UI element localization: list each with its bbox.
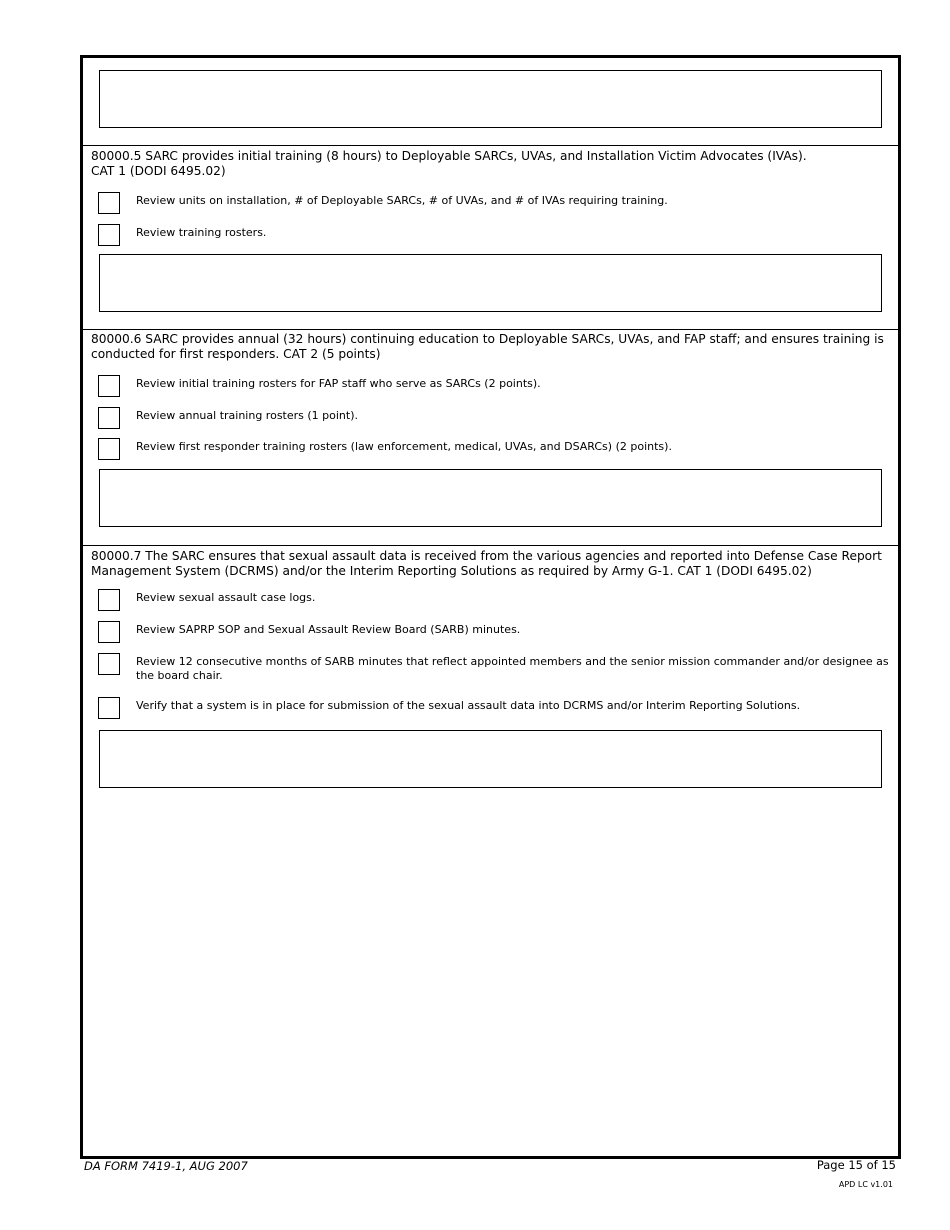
checklist-item-label: Review units on installation, # of Deployable SARCs, # of UVAs, and # of IVAs requiring training. bbox=[136, 194, 668, 207]
form-version: APD LC v1.01 bbox=[838, 1180, 893, 1189]
checklist-item-label: Review initial training rosters for FAP staff who serve as SARCs (2 points). bbox=[136, 377, 541, 390]
section-heading-80000-6: 80000.6 SARC provides annual (32 hours) continuing education to Deployable SARCs, UVAs, and FAP staff; and ensures training is conducted for first responders. CAT 2 (5 points) bbox=[91, 332, 884, 361]
section-heading-80000-7: 80000.7 The SARC ensures that sexual assault data is received from the various agencies and reported into Defense Case Report Management System (DCRMS) and/or the Interim Reporting Solutions as required by Army G-1. CAT 1 (DODI 6495.02) bbox=[91, 549, 882, 578]
checklist-item bbox=[98, 192, 894, 216]
section-80000-6 bbox=[83, 330, 898, 546]
checklist-item bbox=[98, 621, 894, 645]
checklist-item-label: Review SAPRP SOP and Sexual Assault Review Board (SARB) minutes. bbox=[136, 623, 521, 636]
checklist-item bbox=[98, 653, 894, 685]
checklist-item bbox=[98, 224, 894, 248]
checkbox[interactable] bbox=[98, 589, 120, 611]
checklist-item-label: Review first responder training rosters (law enforcement, medical, UVAs, and DSARCs) (2 points). bbox=[136, 440, 672, 453]
checkbox[interactable] bbox=[98, 653, 120, 675]
checklist-item bbox=[98, 407, 894, 431]
page-number: Page 15 of 15 bbox=[816, 1158, 896, 1172]
form-frame bbox=[80, 55, 901, 1159]
comment-box-80000-7[interactable] bbox=[99, 730, 882, 788]
checkbox[interactable] bbox=[98, 438, 120, 460]
checklist-item bbox=[98, 438, 894, 462]
section-prev bbox=[83, 58, 898, 146]
checkbox[interactable] bbox=[98, 224, 120, 246]
section-80000-7 bbox=[83, 546, 898, 846]
section-heading-80000-5: 80000.5 SARC provides initial training (8 hours) to Deployable SARCs, UVAs, and Installation Victim Advocates (IVAs). CAT 1 (DODI 6495.02) bbox=[91, 149, 807, 178]
checkbox[interactable] bbox=[98, 621, 120, 643]
comment-box-80000-6[interactable] bbox=[99, 469, 882, 527]
checklist-item-label: Review training rosters. bbox=[136, 226, 267, 239]
section-80000-5 bbox=[83, 146, 898, 330]
comment-box-80000-5[interactable] bbox=[99, 254, 882, 312]
checklist-item-label: Verify that a system is in place for submission of the sexual assault data into DCRMS and/or Interim Reporting Solutions. bbox=[136, 699, 801, 712]
checklist-item-label: Review sexual assault case logs. bbox=[136, 591, 316, 604]
checklist-item bbox=[98, 375, 894, 399]
checklist-item bbox=[98, 589, 894, 613]
form-name: DA FORM 7419-1, AUG 2007 bbox=[84, 1159, 248, 1173]
checklist-item bbox=[98, 697, 894, 721]
checklist-item-label: Review 12 consecutive months of SARB minutes that reflect appointed members and the senior mission commander and/or designee as the board chair. bbox=[136, 655, 889, 682]
checkbox[interactable] bbox=[98, 375, 120, 397]
comment-box-prev[interactable] bbox=[99, 70, 882, 128]
checkbox[interactable] bbox=[98, 407, 120, 429]
checklist-item-label: Review annual training rosters (1 point). bbox=[136, 409, 359, 422]
checkbox[interactable] bbox=[98, 192, 120, 214]
checkbox[interactable] bbox=[98, 697, 120, 719]
